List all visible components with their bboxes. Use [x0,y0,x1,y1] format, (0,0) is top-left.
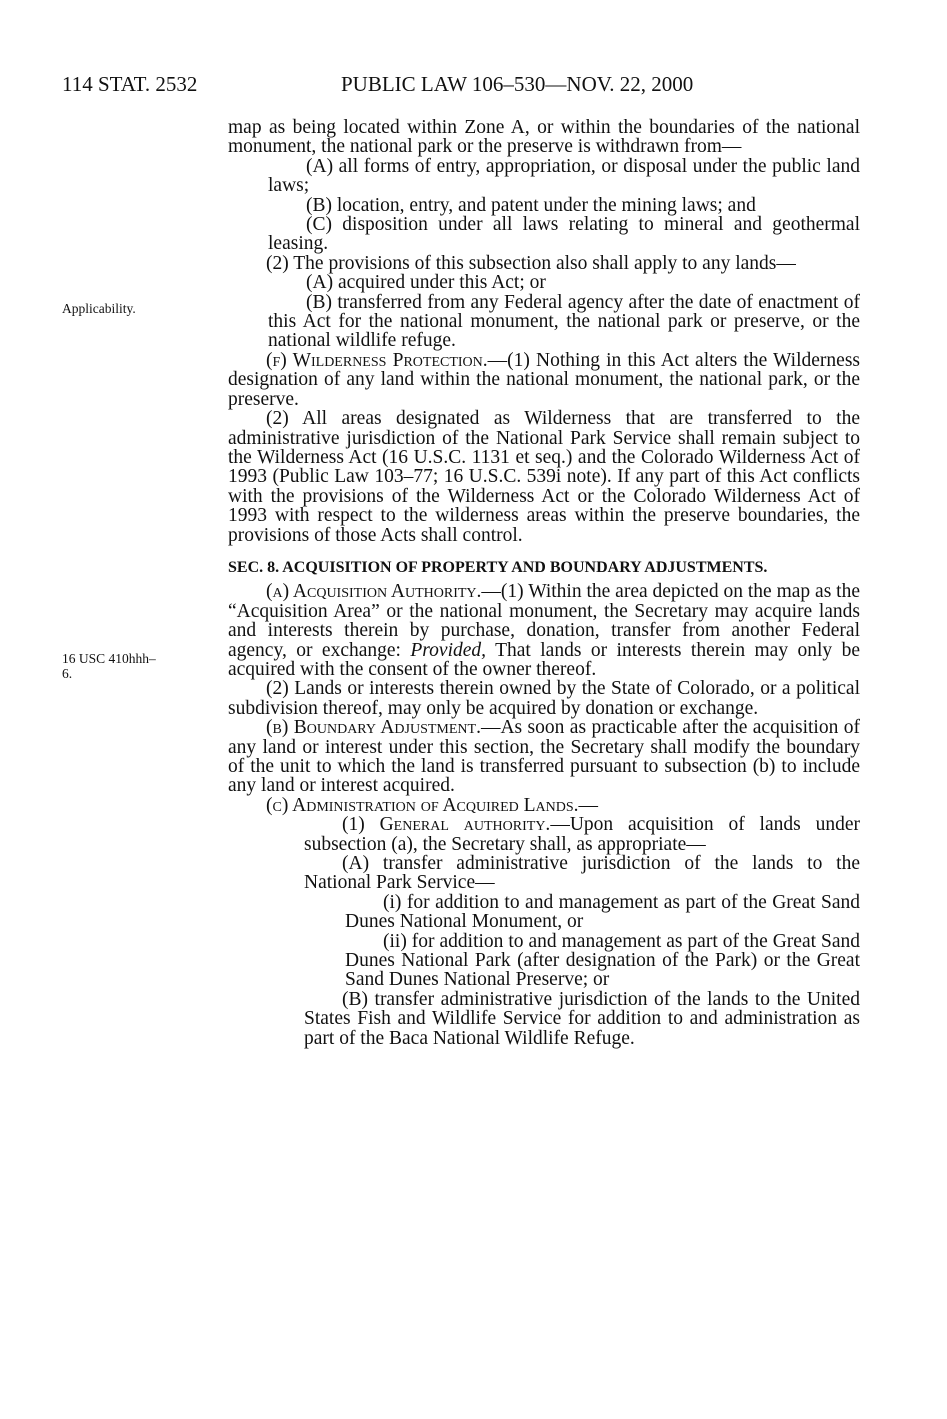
paragraph-text: —(1) Nothing in this Act alters the Wilderness designation of any land within the national monument, the national park, or the preserve. [228,349,861,410]
paragraph: (2) Lands or interests therein owned by the State of Colorado, or a political subdivision thereof, may only be acquired by donation or exchange. [228,678,860,719]
paragraph [228,815,860,854]
margin-note-usc [62,651,212,681]
paragraph-text: —Upon acquisition of lands under subsection (a), the Secretary shall, as appropriate— [304,814,860,855]
section-heading: SEC. 8. ACQUISITION OF PROPERTY AND BOUNDARY ADJUSTMENTS. [228,558,768,576]
paragraph: (2) The provisions of this subsection also shall apply to any lands— [266,252,796,274]
paragraph [228,582,860,679]
subsection-heading: (a) Acquisition Authority. [266,581,482,603]
paragraph: (A) acquired under this Act; or [306,272,546,294]
margin-note-usc-line1: 16 USC 410hhh– [62,651,156,666]
paragraph: (C) disposition under all laws relating to mineral and geothermal leasing. [268,214,860,255]
paragraph-text: — [578,794,599,816]
paragraph-text: —As soon as practicable after the acquisition of any land or interest under this section, the Secretary shall modify the boundary of the unit to which the land is transferred pursuant to subsection (b) to include any land or interest acquired. [228,717,860,797]
paragraph: (2) All areas designated as Wilderness that are transferred to the administrative jurisdiction of the National Park Service shall remain subject to the Wilderness Act (16 U.S.C. 1131 et seq.) and the Colorado Wilderness Act of 1993 (Public Law 103–77; 16 U.S.C. 539i note). If any part of this Act conflicts with the provisions of the Wilderness Act or the Colorado Wilderness Act of 1993 with respect to the wilderness areas within the preserve boundaries, the provisions of those Acts shall control. [228,408,860,546]
paragraph: (B) location, entry, and patent under the mining laws; and [306,194,756,216]
paragraph [228,796,860,815]
paragraph: (B) transferred from any Federal agency after the date of enactment of this Act for the national monument, the national park or preserve, or the national wildlife refuge. [268,291,860,352]
page-body [228,118,860,1048]
public-law-citation: PUBLIC LAW 106–530—NOV. 22, 2000 [341,72,694,96]
paragraph: map as being located within Zone A, or within the boundaries of the national monument, the national park or the preserve is withdrawn from— [228,117,860,158]
paragraph [228,718,860,796]
paragraph: (ii) for addition to and management as part of the Great Sand Dunes National Park (after designation of the Park) or the Great Sand Dunes National Preserve; or [345,930,860,991]
italic-text: Provided, [410,639,487,661]
paragraph [228,351,860,409]
subsection-heading: (b) Boundary Adjustment. [266,717,481,739]
subsection-heading: (f) Wilderness Protection. [266,349,488,371]
paragraph: (A) transfer administrative jurisdiction of the lands to the National Park Service— [304,853,860,894]
paragraph-text: —(1) Within the area depicted on the map as the “Acquisition Area” or the national monument, the Secretary may acquire lands and interests therein by purchase, donation, transfer from another Federal agency, or exchange: [228,581,860,661]
paragraph: (i) for addition to and management as part of the Great Sand Dunes National Monument, or [345,891,860,933]
margin-note-usc-line2: 6. [62,666,73,681]
stat-citation: 114 STAT. 2532 [62,72,198,96]
paragraph: (A) all forms of entry, appropriation, or disposal under the public land laws; [268,155,860,197]
paragraph-heading: (1) General authority. [342,814,551,836]
paragraph-text: That lands or interests therein may only be acquired with the consent of the owner thereof. [228,639,860,680]
margin-note-applicability: Applicability. [62,301,136,316]
paragraph: (B) transfer administrative jurisdiction of the lands to the United States Fish and Wildlife Service for addition to and administration as part of the Baca National Wildlife Refuge. [304,988,860,1049]
subsection-heading: (c) Administration of Acquired Lands. [266,794,579,816]
